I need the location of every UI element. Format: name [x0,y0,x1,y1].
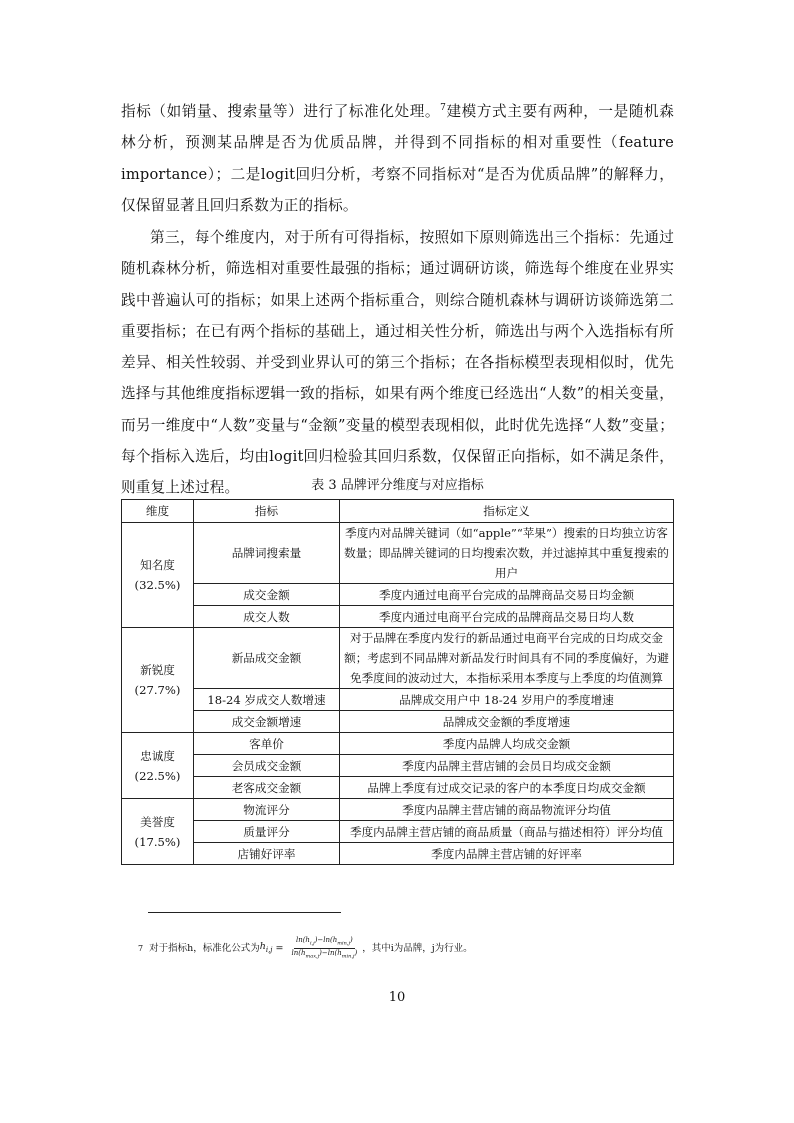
footnote [138,936,473,962]
formula-lhs [260,940,273,957]
table-row [122,843,674,865]
body-paragraph-1 [121,96,674,221]
indicator-cell: 品牌词搜索量 [194,523,340,584]
indicator-cell: 会员成交金额 [194,755,340,777]
column-header-indicator: 指标 [194,500,340,523]
indicator-cell: 质量评分 [194,821,340,843]
indicator-cell: 店铺好评率 [194,843,340,865]
dimension-cell [122,799,194,865]
body-paragraph-2: 第三，每个维度内，对于所有可得指标，按照如下原则筛选出三个指标：先通过随机森林分析，筛选相对重要性最强的指标；通过调研访谈，筛选每个维度在业界实践中普遍认可的指标；如果上述两个指标重合，则综合随机森林与调研访谈筛选第二重要指标；在已有两个指标的基础上，通过相关性分析，筛选出与两个入选指标有所差异、相关性较弱、并受到业界认可的第三个指标；在各指标模型表现相似时，优先选择与其他维度指标逻辑一致的指标，如果有两个维度已经选出“人数”的相关变量，而另一维度中“人数”变量与“金额”变量的模型表现相似，此时优先选择“人数”变量；每个指标入选后，均由logit回归检验其回归系数，仅保留正向指标，如不满足条件，则重复上述过程。 [121,229,674,497]
definition-cell: 季度内对品牌关键词（如“apple”“苹果”）搜索的日均独立访客数量；即品牌关键词的日均搜索次数，并过滤掉其中重复搜索的用户 [340,523,674,584]
formula-equals: = [272,942,287,954]
definition-cell: 季度内通过电商平台完成的品牌商品交易日均人数 [340,606,674,628]
dimension-weight: (27.7%) [134,683,181,697]
dimension-cell [122,628,194,733]
dimension-name: 美誉度 [140,814,175,829]
table-row [122,755,674,777]
table-row [122,689,674,711]
dimension-name: 新锐度 [140,663,175,677]
table-row [122,821,674,843]
definition-cell: 季度内品牌主营店铺的商品质量（商品与描述相符）评分均值 [340,821,674,843]
indicator-cell: 成交金额 [194,584,340,606]
table-row [122,584,674,606]
formula-numerator: $\ln(h_{i,j})-\ln(h_{min,j})$ [294,936,355,949]
dimension-cell [122,733,194,799]
table-row [122,523,674,584]
table-row [122,628,674,689]
dimension-name: 知名度 [140,558,175,572]
table-row [122,606,674,628]
dimension-weight: (32.5%) [134,578,181,592]
definition-cell: 季度内品牌主营店铺的会员日均成交金额 [340,755,674,777]
definition-cell: 季度内品牌主营店铺的好评率 [340,843,674,865]
footnote-text: 对于指标h，标准化公式为 [149,942,260,954]
footnote-text: ，其中i为品牌，j为行业。 [362,942,473,954]
table-row [122,733,674,755]
formula-subscript: i,j [265,946,273,955]
definition-cell: 品牌成交用户中 18-24 岁用户的季度增速 [340,689,674,711]
indicator-cell: 物流评分 [194,799,340,821]
page-number: 10 [388,990,406,1005]
definition-cell: 品牌上季度有过成交记录的客户的本季度日均成交金额 [340,777,674,799]
footnote-mark: 7 [138,943,144,953]
dimension-weight: (22.5%) [134,768,181,783]
table-caption: 表 3 品牌评分维度与对应指标 [311,478,484,493]
indicator-cell: 客单价 [194,733,340,755]
brand-score-table [121,499,674,865]
column-header-definition: 指标定义 [340,500,674,523]
indicator-cell: 18-24 岁成交人数增速 [194,689,340,711]
definition-cell: 季度内品牌人均成交金额 [340,733,674,755]
indicator-cell: 成交人数 [194,606,340,628]
definition-cell: 对于品牌在季度内发行的新品通过电商平台完成的日均成交金额；考虑到不同品牌对新品发行时间具有不同的季度偏好，为避免季度间的波动过大，本指标采用本季度与上季度的均值测算 [340,628,674,689]
dimension-weight: (17.5%) [134,834,181,849]
table-row [122,777,674,799]
definition-cell: 品牌成交金额的季度增速 [340,711,674,733]
formula-denominator: $\ln(h_{max,j})-\ln(h_{min,j})$ [291,949,358,960]
definition-cell: 季度内品牌主营店铺的商品物流评分均值 [340,799,674,821]
paragraph-text: 建模方式主要有两种，一是随机森林分析，预测某品牌是否为优质品牌，并得到不同指标的相对重要性（feature importance）；二是logit回归分析，考察不同指标对“是否为优质品牌”的解释力，仅保留显著且回归系数为正的指标。 [121,103,674,214]
table-header-row [122,500,674,523]
footnote-reference[interactable]: 7 [440,103,447,114]
table-row [122,711,674,733]
dimension-cell [122,523,194,628]
paragraph-text: 指标（如销量、搜索量等）进行了标准化处理。 [121,103,441,120]
column-header-dimension: 维度 [122,500,194,523]
table-row [122,799,674,821]
dimension-name: 忠诚度 [140,748,175,763]
definition-cell: 季度内通过电商平台完成的品牌商品交易日均金额 [340,584,674,606]
formula-fraction [289,936,359,962]
footnote-separator [148,912,341,913]
indicator-cell: 新品成交金额 [194,628,340,689]
formula-symbol: h [259,941,266,953]
indicator-cell: 老客成交金额 [194,777,340,799]
indicator-cell: 成交金额增速 [194,711,340,733]
